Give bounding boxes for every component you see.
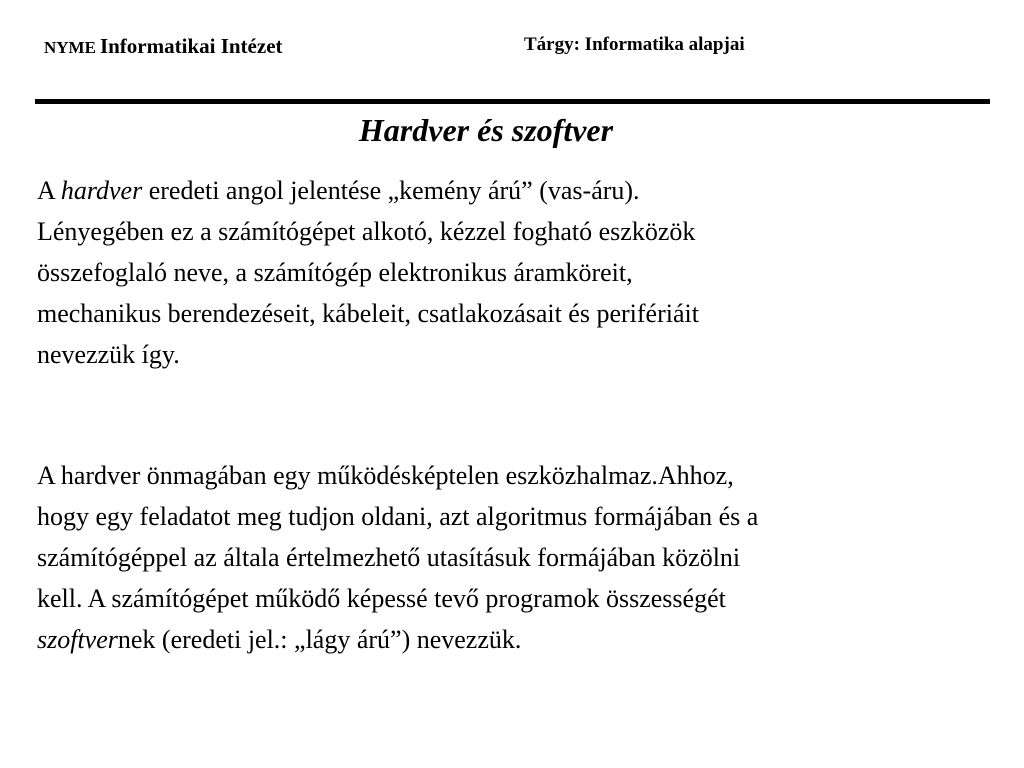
slide-title: Hardver és szoftver [358,112,614,148]
text-line: hogy egy feladatot meg tudjon oldani, azt algoritmus formájában és a [37,502,759,531]
text-segment: eredeti angol jelentése „kemény árú” (vas-áru). [142,176,640,205]
paragraph-hardware-definition [37,170,997,375]
text-line: kell. A számítógépet működő képessé tevő programok összességét [37,584,726,613]
text-line: számítógéppel az általa értelmezhető utasításuk formájában közölni [37,543,741,572]
text-segment: A [37,176,61,205]
institution-header [44,34,283,59]
text-segment: nek (eredeti jel.: „lágy árú”) nevezzük. [117,625,522,654]
subject-header: Tárgy: Informatika alapjai [524,34,745,55]
text-line: Lényegében ez a számítógépet alkotó, kézzel fogható eszközök [37,217,696,246]
header-divider [35,99,990,104]
text-line [37,619,997,660]
institution-name: Informatikai Intézet [99,34,283,58]
institution-abbreviation: NYME [44,38,96,57]
text-line: nevezzük így. [37,340,180,369]
term-szoftver: szoftver [37,625,118,654]
text-line: mechanikus berendezéseit, kábeleit, csatlakozásait és perifériáit [37,299,699,328]
paragraph-software-definition [37,455,997,660]
text-line: összefoglaló neve, a számítógép elektronikus áramköreit, [37,258,633,287]
text-line [37,170,997,211]
text-line: A hardver önmagában egy működésképtelen eszközhalmaz.Ahhoz, [37,461,734,490]
term-hardver: hardver [60,176,143,205]
